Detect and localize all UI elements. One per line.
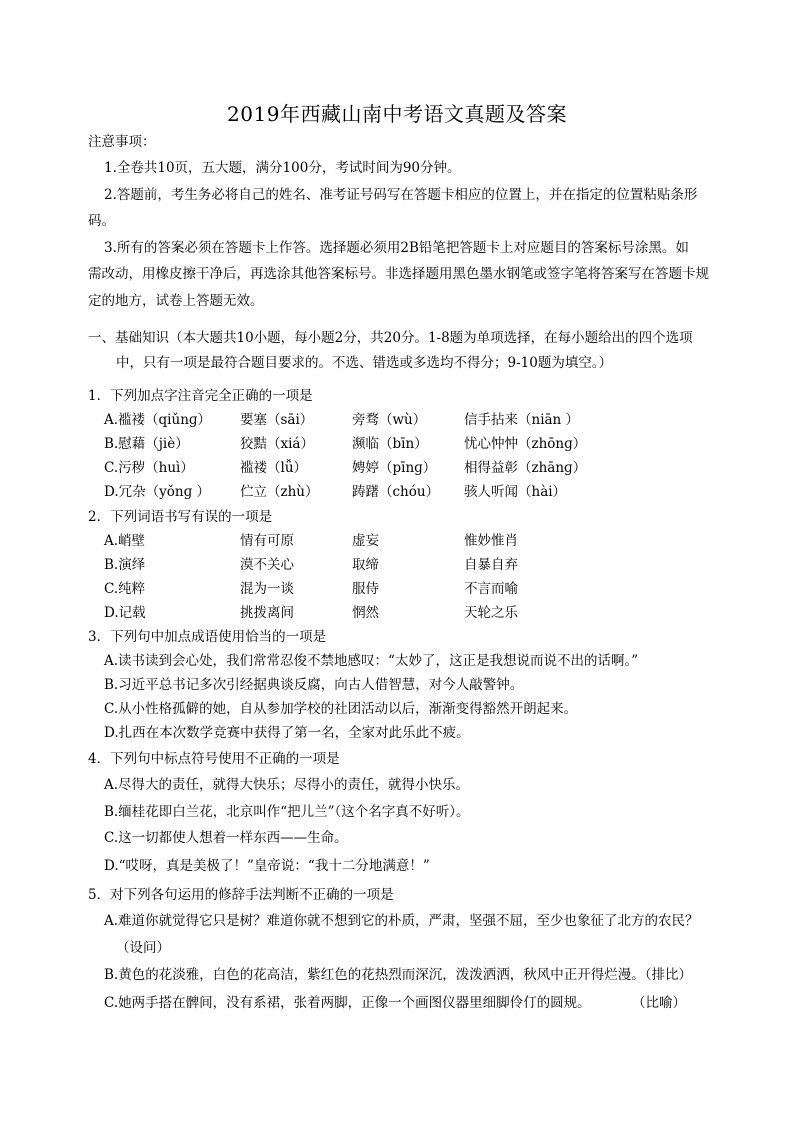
- notice-item-3-line-3: 定的地方，试卷上答题无效。: [88, 293, 264, 309]
- q1-row-b-col-4: 忧心忡忡（zhōnɡ）: [464, 436, 587, 452]
- q2-row-c-col-2: 混为一谈: [240, 581, 294, 597]
- q4-option-d: D.“哎呀，真是美极了！”皇帝说：“我十二分地满意！”: [104, 858, 430, 874]
- q1-row-a-col-3: 旁骛（wù）: [352, 412, 427, 428]
- q1-row-c-col-3: 娉婷（pīnɡ）: [352, 460, 437, 476]
- question-2-stem: 2．下列词语书写有误的一项是: [88, 509, 273, 525]
- q1-row-d-col-4: 骇人听闻（hài）: [464, 484, 567, 500]
- q2-row-a-col-2: 情有可原: [240, 533, 294, 549]
- section-1-heading-line-1: 一、基础知识（本大题共10小题，每小题2分，共20分。1-8题为单项选择，在每小题给出的四个选项: [88, 330, 693, 346]
- q1-row-a-col-4: 信手拈来（niān ）: [464, 412, 580, 428]
- q1-row-a-col-2: 要塞（sāi）: [240, 412, 314, 428]
- question-5-stem: 5．对下列各句运用的修辞手法判断不正确的一项是: [88, 887, 394, 903]
- q4-option-b: B.缅桂花即白兰花，北京叫作“把儿兰”（这个名字真不好听）。: [104, 804, 470, 820]
- q1-row-c-col-1: C.污秽（huì）: [104, 460, 194, 476]
- q2-row-a-col-1: A.峭壁: [104, 533, 146, 549]
- q1-row-c-col-4: 相得益彰（zhānɡ）: [464, 460, 587, 476]
- section-1-heading-line-2: 中，只有一项是最符合题目要求的。不选、错选或多选均不得分；9-10题为填空。）: [116, 355, 613, 371]
- q4-option-a: A.尽得大的责任，就得大快乐；尽得小的责任，就得小快乐。: [104, 777, 470, 793]
- q2-row-d-col-3: 惘然: [352, 605, 379, 621]
- q5-option-c: C.她两手搭在髀间，没有系裙，张着两脚，正像一个画图仪器里细脚伶仃的圆规。: [104, 995, 591, 1011]
- q2-row-d-col-2: 挑拨离间: [240, 605, 294, 621]
- question-3-stem: 3．下列句中加点成语使用恰当的一项是: [88, 629, 327, 645]
- q1-row-a-col-1: A.褴褛（qiǔnɡ）: [104, 412, 212, 428]
- page-title: 2019年西藏山南中考语文真题及答案: [227, 102, 567, 126]
- notice-item-2-line-1: 2.答题前，考生务必将自己的姓名、准考证号码写在答题卡相应的位置上，并在指定的位置粘贴条形: [104, 187, 698, 203]
- q5-option-b: B.黄色的花淡雅，白色的花高洁，紫红色的花热烈而深沉，泼泼洒洒，秋风中正开得烂漫。（排比）: [104, 967, 692, 983]
- q5-option-c-tag: （比喻）: [632, 995, 686, 1011]
- notice-item-2-line-2: 码。: [88, 213, 115, 229]
- q3-option-d: D.扎西在本次数学竞赛中获得了第一名，全家对此乐此不疲。: [104, 725, 470, 741]
- q1-row-b-col-1: B.慰藉（jiè）: [104, 436, 189, 452]
- q2-row-a-col-4: 惟妙惟肖: [464, 533, 518, 549]
- q5-option-a-line-1: A.难道你就觉得它只是树？难道你就不想到它的朴质，严肃，坚强不屈，至少也象征了北方的农民？: [104, 913, 699, 929]
- notice-item-3-line-2: 需改动，用橡皮擦干净后，再选涂其他答案标号。非选择题用黑色墨水钢笔或签字笔将答案写在答题卡规: [88, 266, 709, 282]
- q5-option-a-line-2: （设问）: [116, 940, 170, 956]
- q1-row-d-col-2: 伫立（zhù）: [240, 484, 319, 500]
- q1-row-b-col-2: 狡黠（xiá）: [240, 436, 314, 452]
- notice-item-1: 1.全卷共10页，五大题，满分100分，考试时间为90分钟。: [104, 160, 461, 176]
- q2-row-c-col-4: 不言而喻: [464, 581, 518, 597]
- q2-row-b-col-3: 取缔: [352, 557, 379, 573]
- q2-row-b-col-4: 自暴自弃: [464, 557, 518, 573]
- question-4-stem: 4．下列句中标点符号使用不正确的一项是: [88, 751, 340, 767]
- q1-row-c-col-2: 褴褛（lǚ）: [240, 460, 308, 476]
- q3-option-c: C.从小性格孤僻的她，自从参加学校的社团活动以后，渐渐变得豁然开朗起来。: [104, 701, 578, 717]
- question-1-stem: 1．下列加点字注音完全正确的一项是: [88, 388, 313, 404]
- q2-row-a-col-3: 虚妄: [352, 533, 379, 549]
- q2-row-b-col-2: 漠不关心: [240, 557, 294, 573]
- q2-row-c-col-1: C.纯粹: [104, 581, 146, 597]
- q2-row-d-col-1: D.记载: [104, 605, 146, 621]
- q4-option-c: C.这一切都使人想着一样东西——生命。: [104, 830, 348, 846]
- q1-row-b-col-3: 濒临（bīn）: [352, 436, 428, 452]
- q2-row-c-col-3: 服侍: [352, 581, 379, 597]
- q2-row-d-col-4: 天轮之乐: [464, 605, 518, 621]
- q3-option-a: A.读书读到会心处，我们常常忍俊不禁地感叹：“太妙了，这正是我想说而说不出的话啊。”: [104, 653, 639, 669]
- notice-item-3-line-1: 3.所有的答案必须在答题卡上作答。选择题必须用2B铅笔把答题卡上对应题目的答案标号涂黑。如: [104, 240, 689, 256]
- q1-row-d-col-3: 踌躇（chóu）: [352, 484, 440, 500]
- q1-row-d-col-1: D.冗杂（yǒnɡ ）: [104, 484, 211, 500]
- notice-heading: 注意事项：: [88, 134, 156, 150]
- q3-option-b: B.习近平总书记多次引经据典谈反腐，向古人借智慧，对今人敲警钟。: [104, 677, 524, 693]
- q2-row-b-col-1: B.演绎: [104, 557, 146, 573]
